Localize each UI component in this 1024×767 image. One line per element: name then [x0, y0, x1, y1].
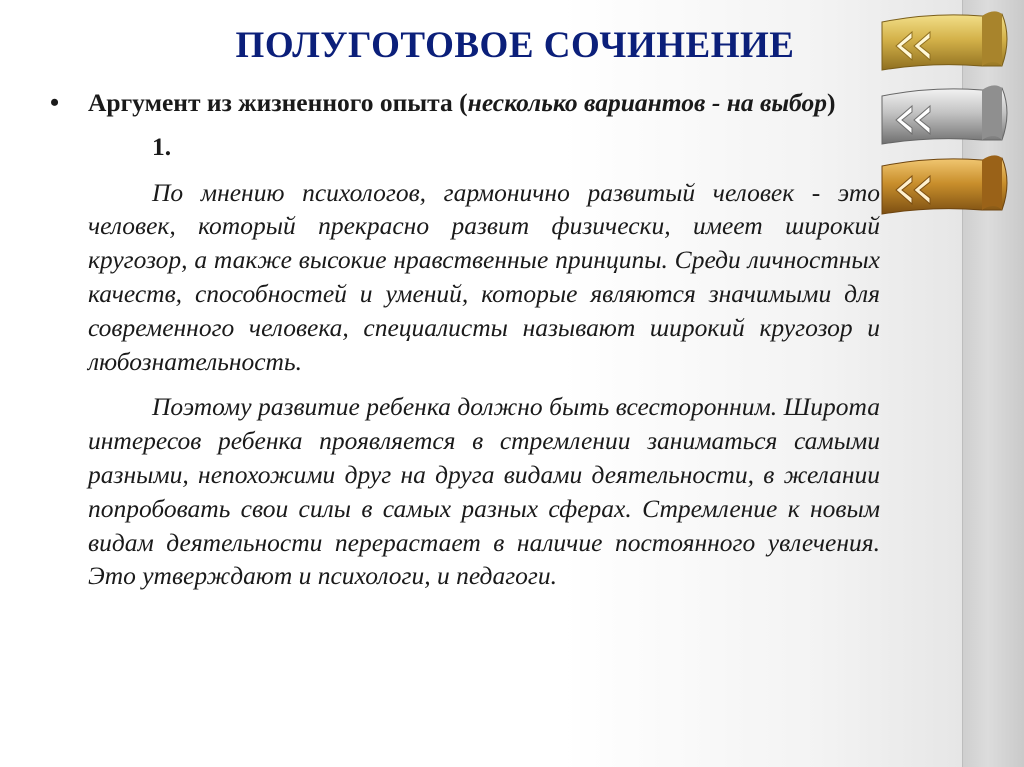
slide-title: ПОЛУГОТОВОЕ СОЧИНЕНИЕ — [235, 25, 795, 66]
paragraph-1: По мнению психологов, гармонично развитый человек - это человек, который прекрасно развит физически, имеет широкий кругозор, а также высокие нравственные принципы. Среди личностных качеств, способностей и умений, которые являются значимыми для современного человека, специалисты называют широкий кругозор и любознательность. — [88, 177, 880, 376]
bullet-item — [50, 86, 880, 120]
bullet-label: Аргумент из жизненного опыта — [88, 88, 453, 117]
variant-number: 1. — [152, 131, 172, 161]
bronze-ribbon-arrow-icon — [862, 152, 1012, 214]
bullet-icon: • — [50, 88, 60, 117]
paragraph-2: Поэтому развитие ребенка должно быть всесторонним. Широта интересов ребенка проявляется в стремлении заниматься самыми разными, непохожими друг на друга видами деятельности, в желании попробовать свои силы в самых разных сферах. Стремление к новым видам деятельности перерастает в наличие постоянного увлечения. Это утверждают и психологи, и педагоги. — [88, 392, 880, 591]
silver-ribbon-arrow-icon — [862, 82, 1012, 144]
open-paren: ( — [452, 88, 468, 117]
close-paren: ) — [826, 88, 836, 117]
bullet-text — [88, 86, 880, 120]
bullet-note: несколько вариантов - на выбор — [467, 88, 827, 117]
slide-content — [50, 86, 880, 593]
